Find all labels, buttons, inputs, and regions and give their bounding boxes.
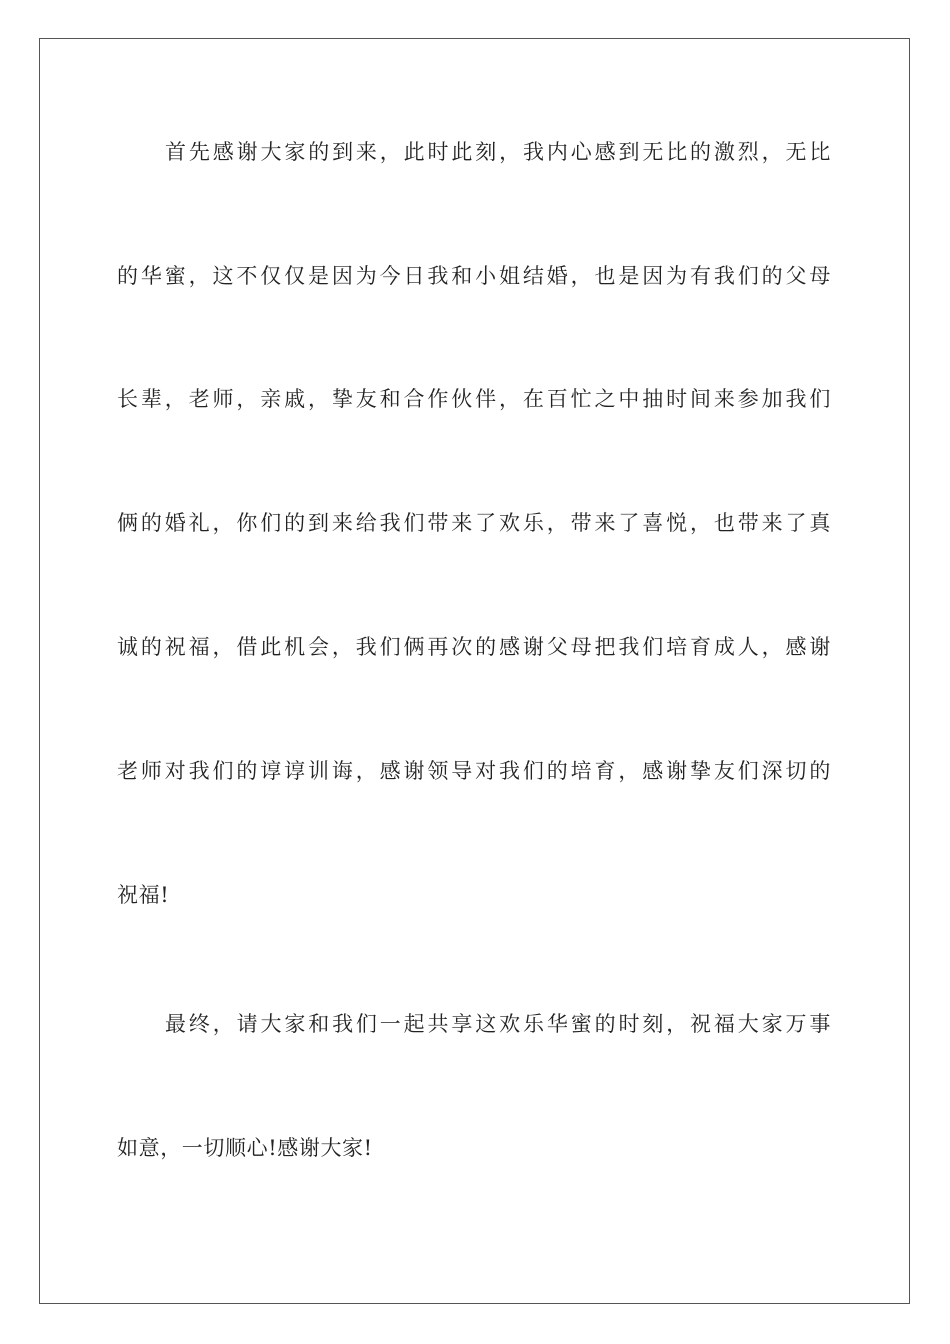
paragraph-1-line-1: 首先感谢大家的到来，此时此刻，我内心感到无比的激烈，无比 [165,140,831,164]
paragraph-1-line-5: 诚的祝福，借此机会，我们俩再次的感谢父母把我们培育成人，感谢 [117,635,831,659]
paragraph-1-line-7: 祝福! [117,883,170,907]
page-border [39,38,910,1304]
paragraph-1-line-2: 的华蜜，这不仅仅是因为今日我和小姐结婚，也是因为有我们的父母 [117,264,831,288]
paragraph-1-line-6: 老师对我们的谆谆训诲，感谢领导对我们的培育，感谢挚友们深切的 [117,759,831,783]
paragraph-1-line-3: 长辈，老师，亲戚，挚友和合作伙伴，在百忙之中抽时间来参加我们 [117,387,831,411]
paragraph-2-line-2: 如意，一切顺心!感谢大家! [117,1136,373,1160]
paragraph-2-line-1: 最终，请大家和我们一起共享这欢乐华蜜的时刻，祝福大家万事 [165,1012,831,1036]
paragraph-1-line-4: 俩的婚礼，你们的到来给我们带来了欢乐，带来了喜悦，也带来了真 [117,511,831,535]
